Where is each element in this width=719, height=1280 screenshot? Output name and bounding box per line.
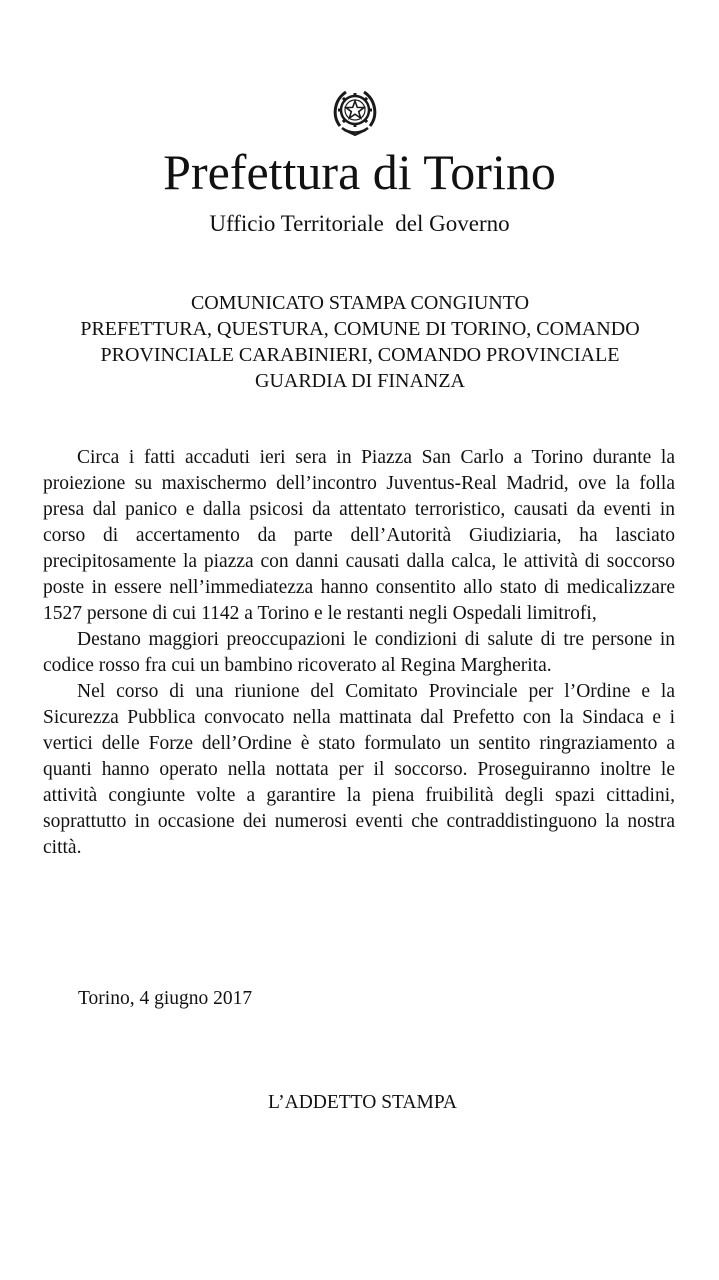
date-line: Torino, 4 giugno 2017 [78,988,253,1009]
heading-line: COMUNICATO STAMPA CONGIUNTO [190,292,530,314]
heading-line: GUARDIA DI FINANZA [255,370,465,392]
press-release-heading [20,290,700,394]
press-release-body [43,445,675,861]
page-title: Prefettura di Torino [163,144,556,200]
body-paragraph: Nel corso di una riunione del Comitato Provinciale per l’Ordine e la Sicurezza Pubblica convocato nella mattinata dal Prefetto con la Sindaca e i vertici delle Forze dell’Ordine è stato formulato un sentito ringraziamento a quanti hanno operato nella nottata per il soccorso. Proseguiranno inoltre le attività congiunte volte a garantire la piena fruibilità degli spazi cittadini, soprattutto in occasione dei numerosi eventi che contraddistinguono la nostra città. [43,681,675,858]
italian-republic-emblem-icon [330,84,380,138]
body-paragraph: Destano maggiori preoccupazioni le condizioni di salute di tre persone in codice rosso fra cui un bambino ricoverato al Regina Margherita. [43,629,675,676]
signature: L’ADDETTO STAMPA [268,1092,457,1113]
heading-line: PREFETTURA, QUESTURA, COMUNE DI TORINO, COMANDO [80,318,640,340]
body-paragraph: Circa i fatti accaduti ieri sera in Piazza San Carlo a Torino durante la proiezione su maxischermo dell’incontro Juventus-Real Madrid, ove la folla presa dal panico e dalla psicosi da attentato terroristico, causati da eventi in corso di accertamento da parte dell’Autorità Giudiziaria, ha lasciato precipitosamente la piazza con danni causati dalla calca, le attività di soccorso poste in essere nell’immediatezza hanno consentito allo stato di medicalizzare 1527 persone di cui 1142 a Torino e le restanti negli Ospedali limitrofi, [43,447,675,624]
page-subtitle: Ufficio Territoriale del Governo [209,211,510,236]
heading-line: PROVINCIALE CARABINIERI, COMANDO PROVINCIALE [100,344,620,366]
